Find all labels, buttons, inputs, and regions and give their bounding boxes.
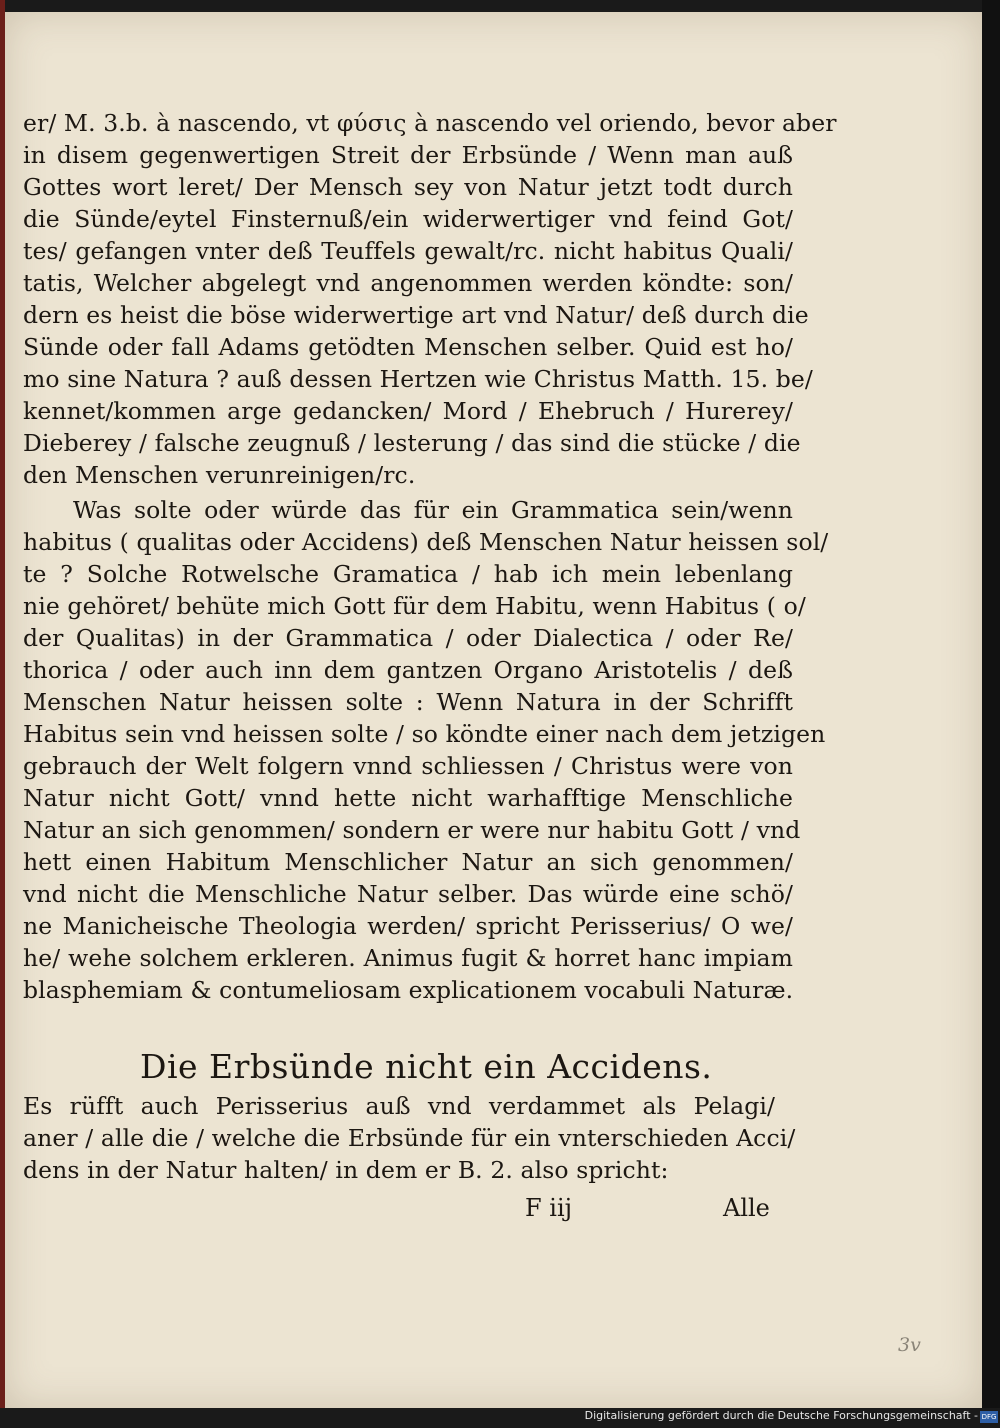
text-line: gebrauch der Welt folgern vnnd schliessen / Christus were von xyxy=(23,752,793,780)
catchword: Alle xyxy=(723,1194,770,1222)
text-line: der Qualitas) in der Grammatica / oder Dialectica / oder Re/ xyxy=(23,624,793,652)
text-line: Natur an sich genommen/ sondern er were nur habitu Gott / vnd xyxy=(23,816,801,844)
book-page xyxy=(5,12,982,1408)
section-heading: Die Erbsünde nicht ein Accidens. xyxy=(140,1047,713,1086)
text-line: he/ wehe solchem erkleren. Animus fugit & horret hanc impiam xyxy=(23,944,793,972)
text-line: Dieberey / falsche zeugnuß / lesterung / das sind die stücke / die xyxy=(23,429,801,457)
text-line: tes/ gefangen vnter deß Teuffels gewalt/rc. nicht habitus Quali/ xyxy=(23,237,793,265)
text-line: dern es heist die böse widerwertige art vnd Natur/ deß durch die xyxy=(23,301,809,329)
text-line: tatis, Welcher abgelegt vnd angenommen werden köndte: son/ xyxy=(23,269,793,297)
funding-credit: Digitalisierung gefördert durch die Deutsche Forschungsgemeinschaft - xyxy=(584,1409,978,1422)
text-line: habitus ( qualitas oder Accidens) deß Menschen Natur heissen sol/ xyxy=(23,528,829,556)
text-line: mo sine Natura ? auß dessen Hertzen wie Christus Matth. 15. be/ xyxy=(23,365,813,393)
text-line: vnd nicht die Menschliche Natur selber. Das würde eine schö/ xyxy=(23,880,793,908)
pencil-folio-note: 3v xyxy=(898,1334,921,1356)
text-line: Sünde oder fall Adams getödten Menschen selber. Quid est ho/ xyxy=(23,333,793,361)
text-line: Habitus sein vnd heissen solte / so köndte einer nach dem jetzigen xyxy=(23,720,826,748)
scan-border xyxy=(982,0,1000,1410)
dfg-logo-icon: DFG xyxy=(981,1413,997,1421)
text-line: Was solte oder würde das für ein Grammatica sein/wenn xyxy=(73,496,793,524)
text-line: kennet/kommen arge gedancken/ Mord / Ehebruch / Hurerey/ xyxy=(23,397,793,425)
text-line: thorica / oder auch inn dem gantzen Organo Aristotelis / deß xyxy=(23,656,793,684)
text-line: Gottes wort leret/ Der Mensch sey von Natur jetzt todt durch xyxy=(23,173,793,201)
text-line: den Menschen verunreinigen/rc. xyxy=(23,461,416,489)
text-line: te ? Solche Rotwelsche Gramatica / hab ich mein lebenlang xyxy=(23,560,793,588)
text-line: hett einen Habitum Menschlicher Natur an sich genommen/ xyxy=(23,848,793,876)
text-line: die Sünde/eytel Finsternuß/ein widerwertiger vnd feind Got/ xyxy=(23,205,793,233)
text-line: Natur nicht Gott/ vnnd hette nicht warhafftige Menschliche xyxy=(23,784,793,812)
text-line: blasphemiam & contumeliosam explicationem vocabuli Naturæ. xyxy=(23,976,794,1004)
text-line: nie gehöret/ behüte mich Gott für dem Habitu, wenn Habitus ( o/ xyxy=(23,592,806,620)
text-line: Menschen Natur heissen solte : Wenn Natura in der Schrifft xyxy=(23,688,793,716)
text-line: aner / alle die / welche die Erbsünde für ein vnterschieden Acci/ xyxy=(23,1124,796,1152)
text-line: dens in der Natur halten/ in dem er B. 2. also spricht: xyxy=(23,1156,669,1184)
text-line: in disem gegenwertigen Streit der Erbsünde / Wenn man auß xyxy=(23,141,793,169)
signature-mark: F iij xyxy=(525,1194,573,1222)
text-line: er/ M. 3.b. à nascendo, vt φύσις à nascendo vel oriendo, bevor aber xyxy=(23,109,837,137)
text-line: Es rüfft auch Perisserius auß vnd verdammet als Pelagi/ xyxy=(23,1092,775,1120)
footer-bar xyxy=(0,1408,1000,1428)
text-line: ne Manicheische Theologia werden/ spricht Perisserius/ O we/ xyxy=(23,912,793,940)
